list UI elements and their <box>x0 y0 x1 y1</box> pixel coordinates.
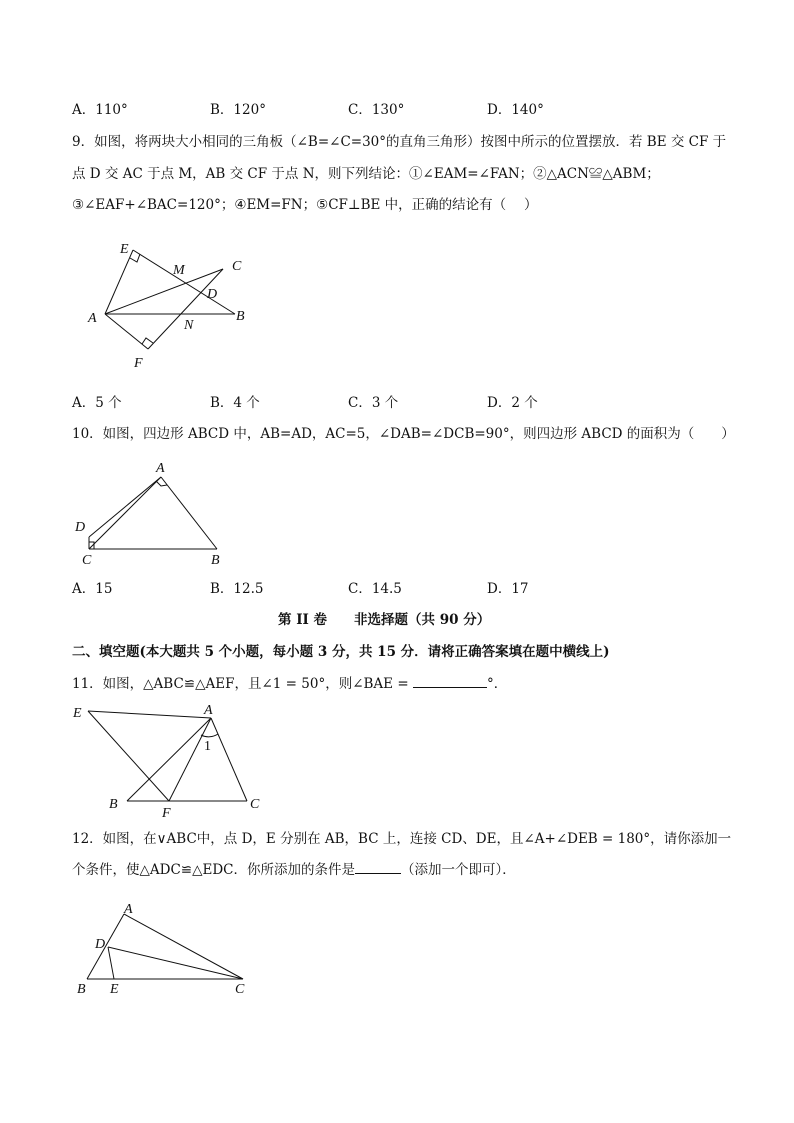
label-e: E <box>120 242 129 257</box>
q12-figure <box>72 898 262 1000</box>
segment-ef <box>88 711 169 801</box>
q12-text-line1: 12．如图，在∨ABC中，点 D，E 分别在 AB，BC 上，连接 CD、DE，且∠A+∠DEB = 180°，请你添加一 <box>72 831 732 847</box>
label-m: M <box>173 263 185 278</box>
segment-dc <box>108 947 243 979</box>
segment-ab <box>87 914 124 979</box>
segment-ad <box>89 477 161 537</box>
label-angle-1: 1 <box>204 739 211 754</box>
label-b: B <box>109 797 118 812</box>
segment-ea <box>88 711 211 718</box>
label-f: F <box>134 356 143 371</box>
section-title: 第 II 卷 非选择题（共 90 分） <box>278 612 491 628</box>
q10-option-b: B．12.5 <box>210 581 264 597</box>
label-e: E <box>110 982 119 997</box>
q9-text-line1: 9．如图，将两块大小相同的三角板（∠B=∠C=30°的直角三角形）按图中所示的位置摆放．若 BE 交 CF 于 <box>72 134 727 150</box>
label-b: B <box>236 309 245 324</box>
segment-ac <box>211 718 247 801</box>
label-c: C <box>235 982 245 997</box>
right-angle-mark-a <box>156 481 167 486</box>
q8-option-c: C．130° <box>348 102 405 118</box>
q9-text-line3: ③∠EAF+∠BAC=120°；④EM=FN；⑤CF⊥BE 中，正确的结论有（ ） <box>72 197 538 213</box>
right-angle-mark-f <box>142 338 153 344</box>
label-b: B <box>77 982 86 997</box>
label-d: D <box>75 520 86 535</box>
segment-af <box>169 718 211 801</box>
segment-de <box>108 947 114 979</box>
label-c: C <box>250 797 260 812</box>
label-f: F <box>162 806 171 821</box>
segment-ba <box>161 477 217 549</box>
segment-af <box>105 314 148 349</box>
q8-option-d: D．140° <box>487 102 544 118</box>
label-c: C <box>232 259 242 274</box>
label-a: A <box>204 703 213 718</box>
q11-answer-blank <box>413 687 487 688</box>
segment-eb <box>133 250 235 314</box>
q12-text-before: 个条件，使△ADC≌△EDC．你所添加的条件是 <box>72 862 355 878</box>
label-d: D <box>207 287 218 302</box>
q9-option-b: B．4 个 <box>210 395 260 411</box>
q10-option-d: D．17 <box>487 581 529 597</box>
q9-text-line2: 点 D 交 AC 于点 M，AB 交 CF 于点 N，则下列结论：①∠EAM=∠FAN；②△ACN≌△ABM； <box>72 166 660 182</box>
label-a: A <box>156 461 165 476</box>
q8-option-a: A．110° <box>72 102 128 118</box>
segment-ac <box>124 914 243 979</box>
q9-option-a: A．5 个 <box>72 395 122 411</box>
q11-text <box>72 678 507 692</box>
label-b: B <box>211 553 220 568</box>
q10-option-c: C．14.5 <box>348 581 402 597</box>
q10-figure <box>72 458 242 573</box>
q11-figure <box>70 698 270 823</box>
q9-figure <box>80 232 270 372</box>
q12-text-after: （添加一个即可）． <box>401 862 516 878</box>
segment-fc <box>148 269 223 349</box>
q12-text-line2 <box>72 864 516 878</box>
label-n: N <box>184 318 194 333</box>
q10-option-a: A．15 <box>72 581 113 597</box>
label-c: C <box>82 553 92 568</box>
q9-option-d: D．2 个 <box>487 395 538 411</box>
segment-ab <box>127 718 211 801</box>
q8-option-b: B．120° <box>210 102 266 118</box>
q10-text: 10．如图，四边形 ABCD 中，AB=AD，AC=5，∠DAB=∠DCB=90°，则四边形 ABCD 的面积为（ ） <box>72 426 735 442</box>
q12-answer-blank <box>355 873 401 874</box>
angle-1-arc <box>201 734 218 737</box>
q11-text-after: °． <box>486 676 508 692</box>
segment-ac <box>105 269 223 314</box>
segment-ca <box>89 477 161 549</box>
right-angle-mark-e <box>130 254 140 262</box>
section-heading: 二、填空题(本大题共 5 个小题，每小题 3 分，共 15 分．请将正确答案填在题中横线上) <box>72 644 610 660</box>
label-d: D <box>95 937 106 952</box>
q9-option-c: C．3 个 <box>348 395 399 411</box>
label-a: A <box>124 902 133 917</box>
q11-text-before: 11．如图，△ABC≌△AEF，且∠1 = 50°，则∠BAE = <box>72 676 413 692</box>
label-a: A <box>88 311 97 326</box>
label-e: E <box>73 706 82 721</box>
